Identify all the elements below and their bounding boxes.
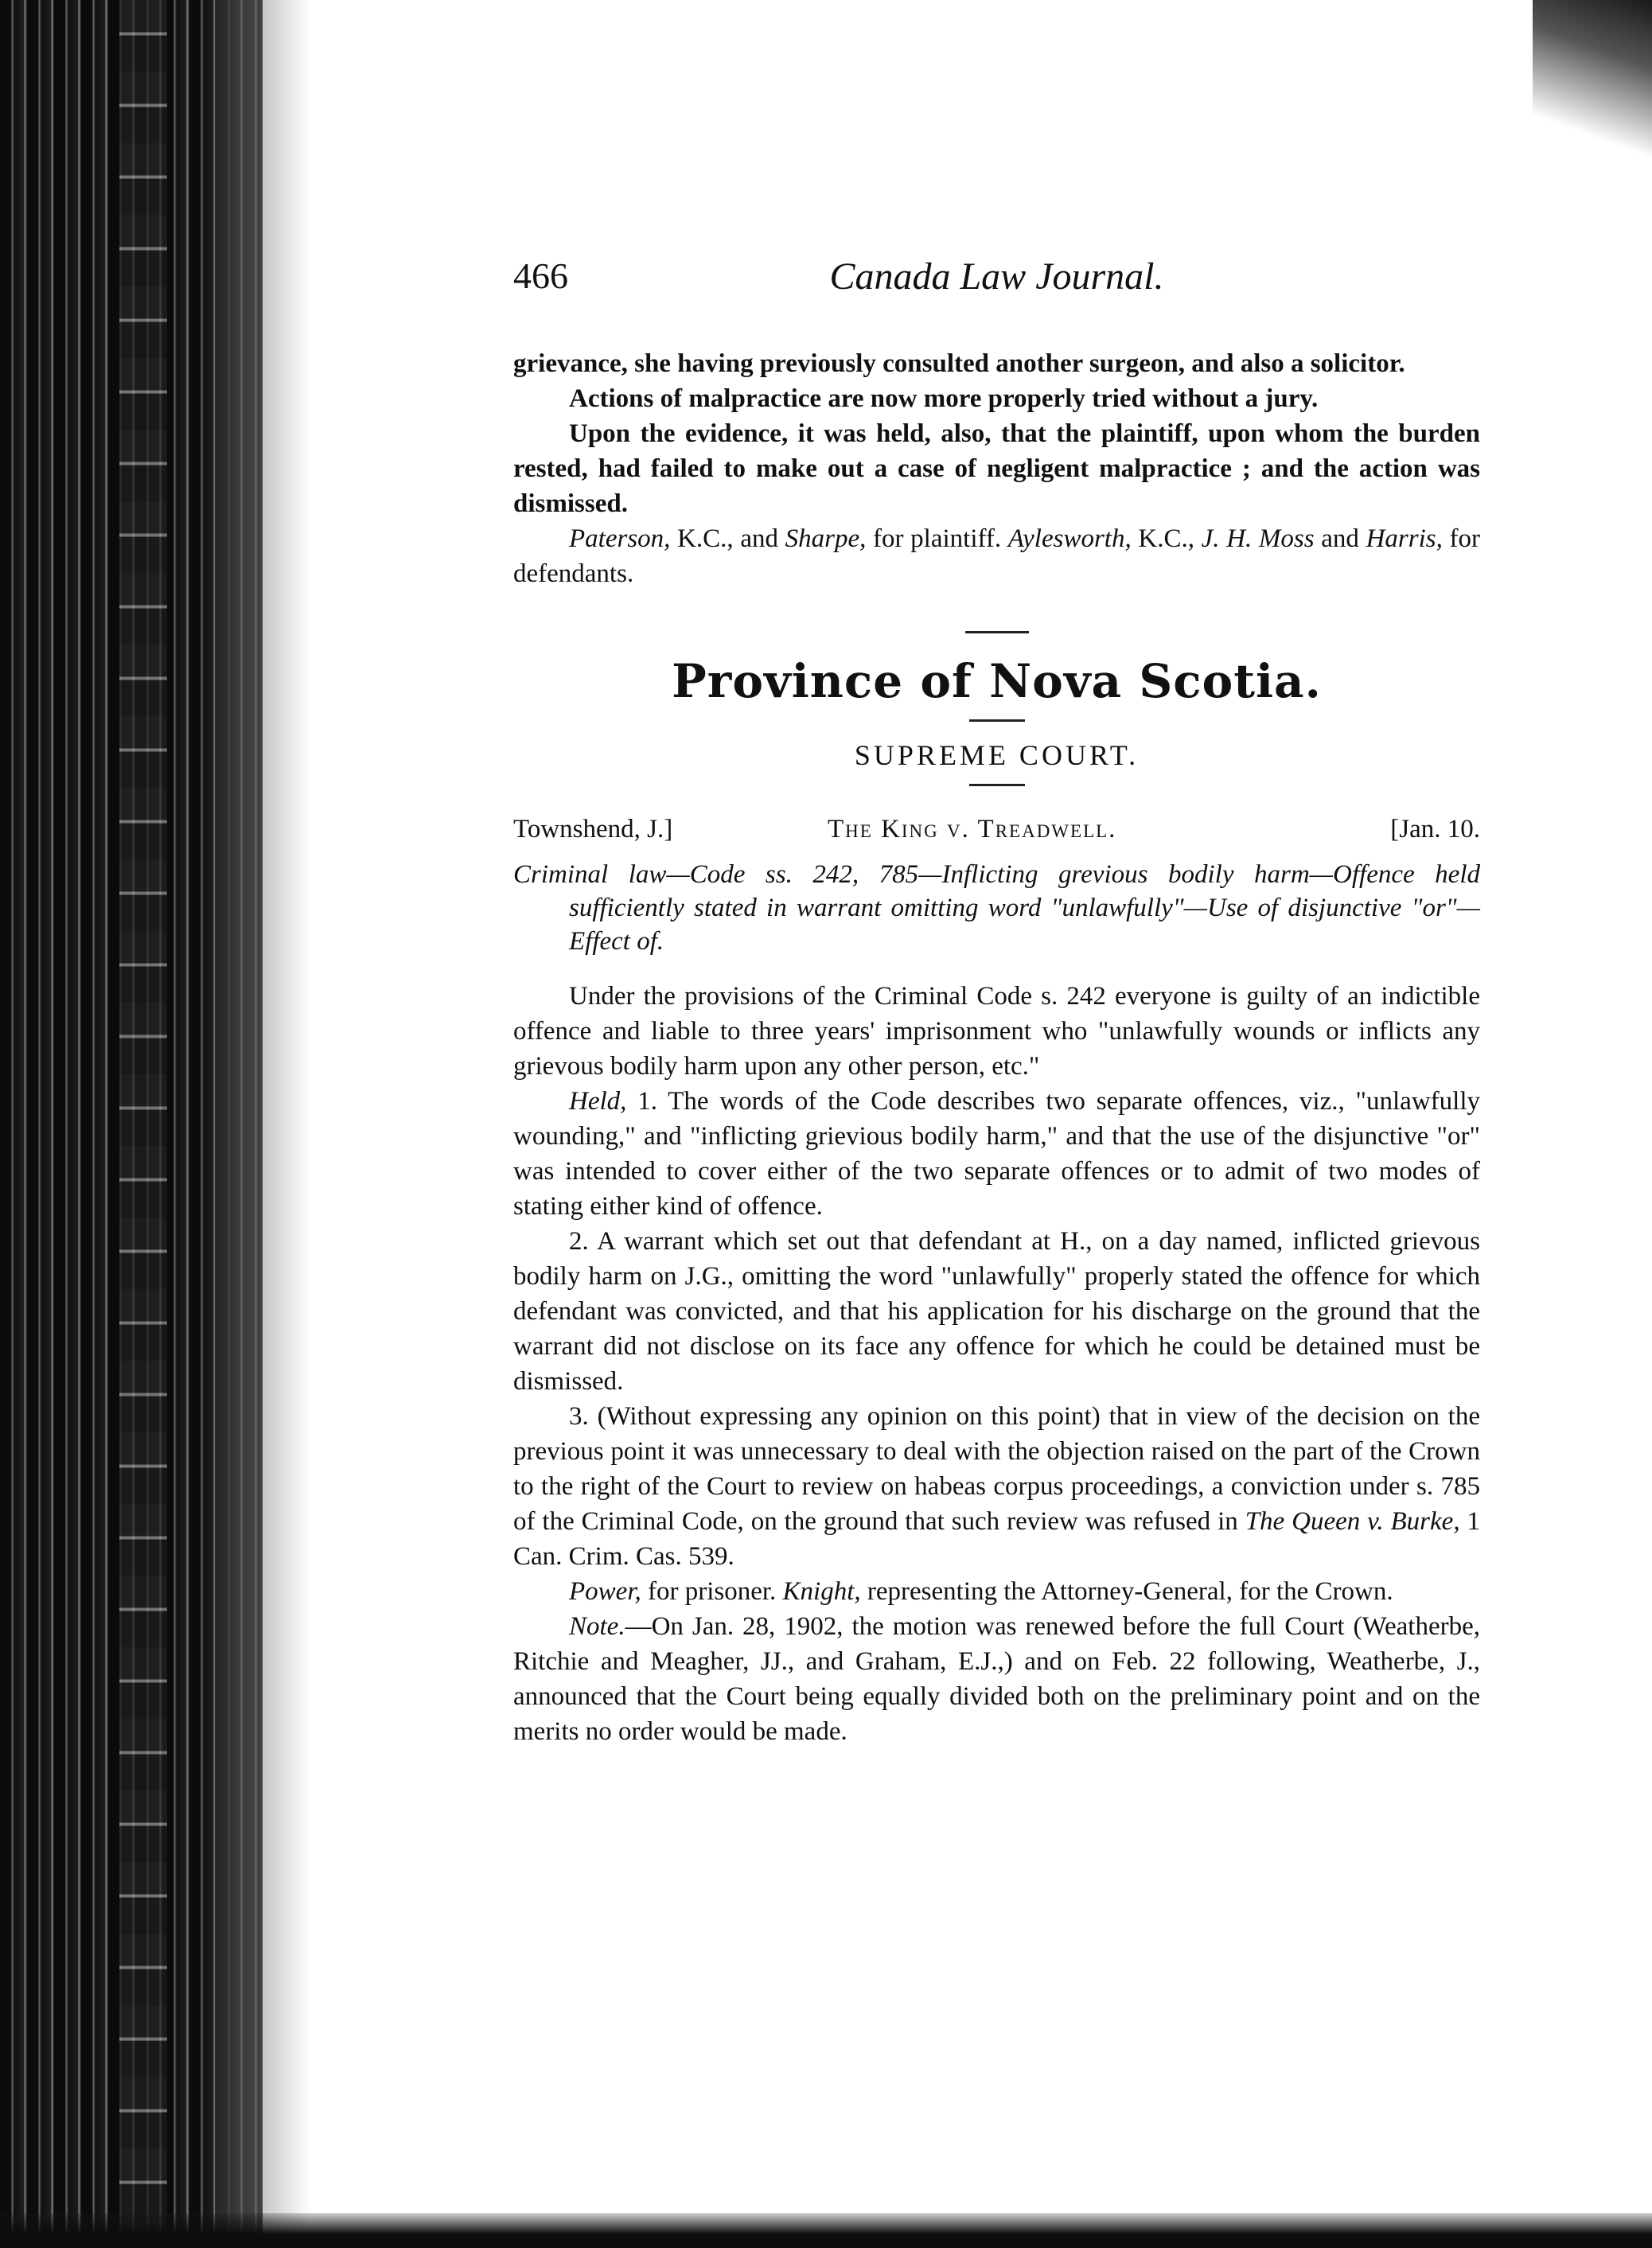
document-page xyxy=(513,239,1480,1749)
counsel-name: Sharpe, xyxy=(785,524,867,553)
held-text: 3. (Without expressing any opinion on this point) that in view of the decision on the previous point it was unnecessary to deal with the objection raised on the part of the Crown to the right of the Court to review on habeas corpus proceedings, a conviction under s. 785 of the Criminal Code, on the ground that such review was refused in xyxy=(513,1402,1480,1536)
section-divider xyxy=(965,631,1029,633)
court-heading: SUPREME COURT. xyxy=(854,739,1140,771)
page-number: 466 xyxy=(513,255,568,296)
held-paragraph-1 xyxy=(513,1084,1480,1224)
intro-paragraph-2: Actions of malpractice are now more properly tried without a jury. xyxy=(569,384,1319,413)
section-heading: Province of Nova Scotia. xyxy=(672,654,1322,708)
note-paragraph xyxy=(513,1609,1480,1749)
page-header xyxy=(513,239,1480,310)
counsel-name: Power, xyxy=(569,1577,641,1606)
case-date: [Jan. 10. xyxy=(1390,815,1480,843)
body-paragraph-1: Under the provisions of the Criminal Code s. 242 everyone is guilty of an indictible offence and liable to three years' imprisonment who "unlawfully wounds or inflicts any grievous bodily harm upon any other person, etc." xyxy=(513,982,1480,1081)
note-text: —On Jan. 28, 1902, the motion was renewed before the full Court (Weatherbe, Ritchie and Meagher, JJ., and Graham, E.J.,) and on Feb. 22 following, Weatherbe, J., announced that the Court being equally divided both on the preliminary point and on the merits no order would be made. xyxy=(513,1612,1480,1746)
book-spine-shadow xyxy=(0,0,263,2248)
counsel-text: for plaintiff. xyxy=(866,524,1008,553)
counsel-text: for prisoner. xyxy=(641,1577,783,1606)
case-judge: Townshend, J.] xyxy=(513,815,673,843)
heading-divider xyxy=(969,719,1025,722)
court-divider xyxy=(969,784,1025,786)
counsel-text: representing the Attorney-General, for the Crown. xyxy=(860,1577,1393,1606)
case-counsel xyxy=(513,1574,1480,1609)
held-label: Held, xyxy=(569,1087,627,1116)
held-paragraph-3 xyxy=(513,1399,1480,1574)
counsel-name: Paterson, xyxy=(569,524,671,553)
page-corner-shadow xyxy=(1533,0,1652,183)
spine-texture xyxy=(119,0,167,2248)
counsel-text: K.C., and xyxy=(670,524,785,553)
cited-case: The Queen v. Burke, xyxy=(1245,1507,1460,1536)
counsel-text: for defendants. xyxy=(513,524,1480,588)
held-paragraph-2: 2. A warrant which set out that defendant at H., on a day named, inflicted grievous bodily harm on J.G., omitting the word "unlawfully" properly stated the offence for which defendant was convicted, and that his application for his discharge on the ground that the warrant did not disclose on its face any offence for which he could be detained must be dismissed. xyxy=(513,1227,1480,1396)
counsel-text: K.C., xyxy=(1131,524,1202,553)
case-line xyxy=(513,815,1480,853)
bottom-edge-shadow xyxy=(0,2213,1652,2248)
case-headnote: Criminal law—Code ss. 242, 785—Inflicting grevious bodily harm—Offence held sufficiently stated in warrant omitting word "unlawfully"—Use of disjunctive "or"—Effect of. xyxy=(513,860,1480,956)
intro-paragraph-1: grievance, she having previously consulted another surgeon, and also a solicitor. xyxy=(513,349,1405,378)
note-label: Note. xyxy=(569,1612,625,1641)
counsel-name: Knight, xyxy=(782,1577,861,1606)
counsel-name: Harris, xyxy=(1366,524,1443,553)
running-title: Canada Law Journal. xyxy=(829,255,1164,298)
counsel-name: Aylesworth, xyxy=(1007,524,1132,553)
counsel-text: and xyxy=(1314,524,1366,553)
held-text: 1 Can. Crim. Cas. 539. xyxy=(513,1507,1480,1571)
intro-counsel xyxy=(513,521,1480,591)
held-text: 1. The words of the Code describes two separate offences, viz., "unlawfully wounding," and "inflicting grievious bodily harm," and that the use of the disjunctive "or" was intended to cover either of the two separate offences or to admit of two modes of stating either kind of offence. xyxy=(513,1087,1480,1221)
case-name: The King v. Treadwell. xyxy=(828,815,1117,843)
intro-paragraph-3: Upon the evidence, it was held, also, that the plaintiff, upon whom the burden rested, had failed to make out a case of negligent malpractice ; and the action was dismissed. xyxy=(513,419,1480,518)
counsel-name: J. H. Moss xyxy=(1201,524,1315,553)
